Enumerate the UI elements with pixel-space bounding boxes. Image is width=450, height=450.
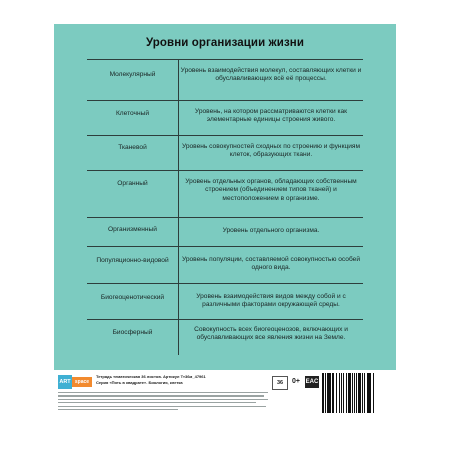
manufacturer-fine-print — [58, 392, 268, 412]
fine-print-line — [58, 409, 178, 410]
fine-print-line — [58, 392, 268, 393]
barcode-icon — [322, 373, 390, 417]
level-name: Тканевой — [118, 144, 147, 151]
table-row — [87, 247, 363, 284]
level-name: Клеточный — [115, 110, 150, 117]
level-description: Совокупность всех биогеоценозов, включающих и обуславливающих все явления жизни на Земле. — [194, 326, 348, 342]
table-row — [87, 218, 363, 247]
level-name: Организменный — [108, 226, 157, 233]
product-info-panel — [54, 370, 396, 426]
product-line: Серия «Пять в квадрате». Биология, клетка — [96, 379, 183, 385]
brand-logo — [58, 375, 92, 389]
level-description: Уровень отдельного организма. — [222, 227, 320, 234]
age-rating-badge: 0+ — [290, 376, 302, 388]
level-name: Молекулярный — [109, 71, 156, 78]
level-description: Уровень популяции, составляемой совокупностью особей одного вида. — [181, 256, 361, 272]
table-row — [87, 101, 363, 136]
logo-art-block: ART — [58, 375, 72, 389]
logo-space-block: space — [72, 377, 92, 387]
level-description: Уровень отдельных органов, обладающих собственным строением (объединением типов тканей) и местоположением в организме. — [185, 178, 357, 202]
level-description: Уровень взаимодействия молекул, составляющих клетки и обуславливающих всё её процессы. — [180, 67, 362, 83]
fine-print-line — [58, 402, 256, 403]
table-row — [87, 284, 363, 320]
barcode-stripe — [374, 373, 375, 413]
fine-print-line — [58, 406, 266, 407]
sheet-count-badge: 36 — [272, 376, 288, 390]
eac-mark-icon: EAC — [305, 376, 319, 388]
level-description: Уровень совокупностей сходных по строению и функциям клеток, образующих ткани. — [181, 143, 361, 159]
level-name: Популяционно-видовой — [96, 257, 169, 264]
level-name: Органный — [117, 180, 148, 187]
table-row — [87, 320, 363, 355]
product-line: Тетрадь тематическая 36 листов. Артикул Тт36м_47961 — [96, 374, 206, 379]
fine-print-line — [58, 395, 264, 396]
level-name: Биосферный — [112, 329, 153, 336]
product-description — [96, 374, 266, 386]
levels-table — [87, 59, 363, 355]
table-row — [87, 136, 363, 171]
level-description: Уровень взаимодействия видов между собой и с различными факторами окружающей среды. — [196, 293, 346, 309]
table-row — [87, 171, 363, 218]
fine-print-line — [58, 399, 268, 400]
page-title: Уровни организации жизни — [145, 37, 304, 49]
table-row — [87, 60, 363, 101]
level-description: Уровень, на котором рассматриваются клетки как элементарные единицы строения живого. — [194, 108, 348, 124]
level-name: Биогеоценотический — [100, 294, 165, 301]
notebook-back-cover — [54, 24, 396, 426]
